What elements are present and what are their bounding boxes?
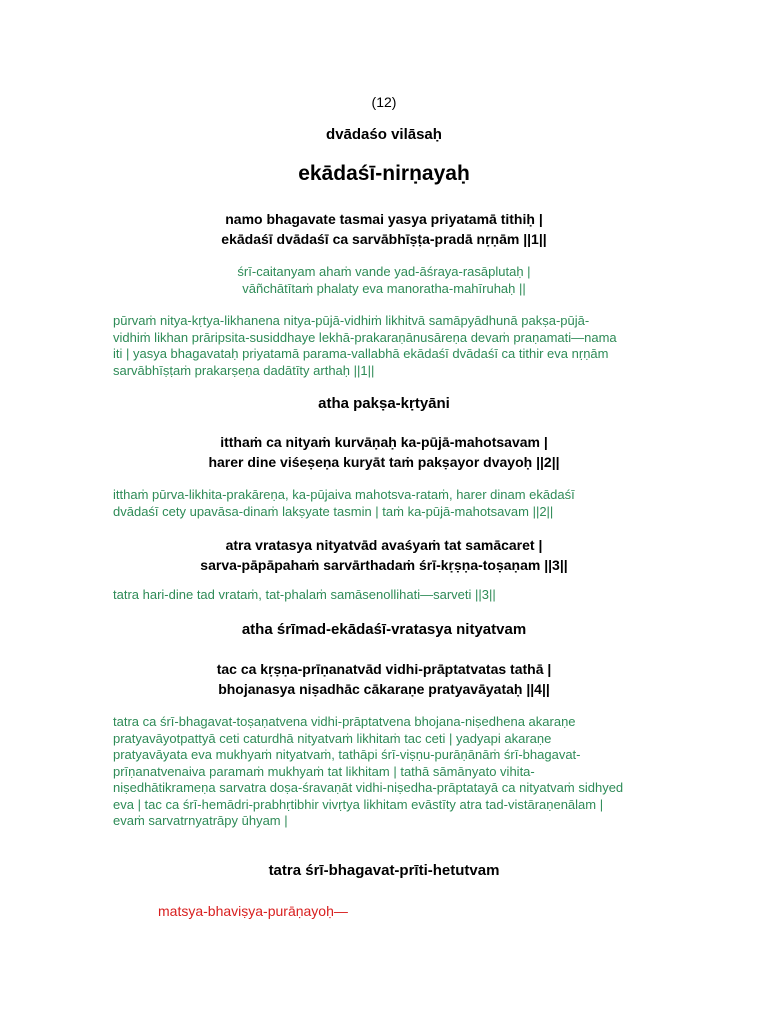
commentary-line: dvādaśī cety upavāsa-dinaṁ lakṣyate tasmin | taṁ ka-pūjā-mahotsavam ||2||	[113, 503, 554, 519]
commentary-4	[113, 714, 673, 830]
commentary-line: niṣedhātikrameṇa sarvatra doṣa-śravaṇāt vidhi-niṣedha-prāptatayā ca nityatvaṁ sidhyed	[113, 780, 624, 795]
page-number: (12)	[371, 94, 397, 110]
commentary-line: itthaṁ pūrva-likhita-prakāreṇa, ka-pūjaiva mahotsva-rataṁ, harer dinam ekādaśī	[113, 487, 575, 502]
commentary-line: tatra ca śrī-bhagavat-toṣaṇatvena vidhi-prāptatvena bhojana-niṣedhena akaraṇe	[113, 714, 576, 729]
quote-line: vāñchātītaṁ phalaty eva manoratha-mahīruhaḥ ||	[242, 280, 526, 296]
section-heading-3: tatra śrī-bhagavat-prīti-hetutvam	[268, 862, 500, 879]
section-heading-1: atha pakṣa-kṛtyāni	[318, 395, 450, 412]
source-label: matsya-bhaviṣya-purāṇayoḥ—	[158, 903, 348, 919]
section-heading-2: atha śrīmad-ekādaśī-vratasya nityatvam	[241, 621, 527, 638]
main-title: ekādaśī-nirṇayaḥ	[298, 162, 470, 185]
commentary-3	[113, 587, 673, 604]
commentary-line: vidhiṁ likhan prāripsita-susiddhaye lekhā-prakaraṇānusāreṇa devaṁ praṇamati—nama	[113, 329, 617, 345]
commentary-line: pratyavāyata eva mukhyaṁ nityatvaṁ, tathāpi śrī-viṣṇu-purāṇānāṁ śrī-bhagavat-	[113, 747, 581, 762]
commentary-1	[113, 313, 673, 379]
commentary-line: prīṇanatvenaiva paramaṁ mukhyaṁ tat likhitam | tathā sāmānyato vihita-	[113, 763, 535, 779]
commentary-line: eva | tac ca śrī-hemādri-prabhṛtibhir vivṛtya likhitam evāstīty atra tad-vistāraṇenālam |	[113, 796, 604, 812]
verse-line: sarva-pāpāpahaṁ sarvārthadaṁ śrī-kṛṣṇa-toṣaṇam ||3||	[200, 557, 568, 573]
verse-1	[0, 209, 768, 249]
commentary-line: pūrvaṁ nitya-kṛtya-likhanena nitya-pūjā-vidhiṁ likhitvā samāpyādhunā pakṣa-pūjā-	[113, 313, 590, 328]
verse-4	[0, 659, 768, 699]
commentary-line: sarvābhīṣṭaṁ prakarṣeṇa dadātīty arthaḥ ||1||	[113, 362, 375, 378]
verse-line: itthaṁ ca nityaṁ kurvāṇaḥ ka-pūjā-mahotsavam |	[220, 434, 548, 450]
verse-line: bhojanasya niṣadhāc cākaraṇe pratyavāyataḥ ||4||	[218, 681, 550, 697]
verse-line: ekādaśī dvādaśī ca sarvābhīṣṭa-pradā nṛṇām ||1||	[221, 231, 547, 247]
verse-line: tac ca kṛṣṇa-prīṇanatvād vidhi-prāptatvatas tathā |	[216, 661, 552, 677]
verse-line: atra vratasya nityatvād avaśyaṁ tat samācaret |	[225, 537, 543, 553]
commentary-line: tatra hari-dine tad vrataṁ, tat-phalaṁ samāsenollihati—sarveti ||3||	[113, 587, 496, 602]
chapter-title: dvādaśo vilāsaḥ	[326, 126, 442, 143]
commentary-line: iti | yasya bhagavataḥ priyatamā parama-vallabhā ekādaśī dvādaśī ca tithir eva nṛṇām	[113, 346, 609, 361]
verse-line: namo bhagavate tasmai yasya priyatamā tithiḥ |	[225, 211, 543, 227]
verse-3	[0, 535, 768, 575]
commentary-2	[113, 487, 673, 520]
verse-2	[0, 432, 768, 472]
commentary-line: evaṁ sarvatrnyatrāpy ūhyam |	[113, 813, 288, 828]
quote-1	[0, 264, 768, 297]
quote-line: śrī-caitanyam ahaṁ vande yad-āśraya-rasāplutaḥ |	[237, 264, 531, 279]
verse-line: harer dine viśeṣeṇa kuryāt taṁ pakṣayor dvayoḥ ||2||	[208, 454, 560, 470]
commentary-line: pratyavāyotpattyā ceti caturdhā nityatvaṁ likhitaṁ tac ceti | yadyapi akaraṇe	[113, 730, 552, 746]
